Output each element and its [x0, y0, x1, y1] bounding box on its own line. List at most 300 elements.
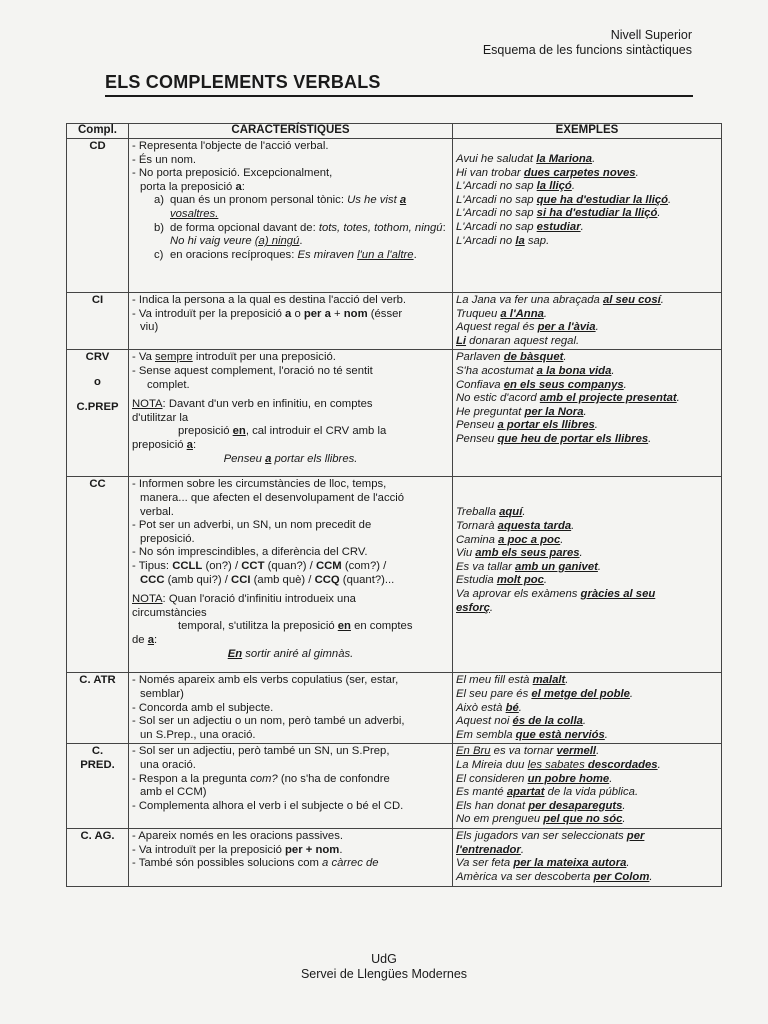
text-line: - Concorda amb el subjecte. — [132, 701, 274, 714]
text-span: . — [604, 728, 608, 741]
text-span: . — [489, 601, 494, 614]
characteristics-catr — [129, 673, 453, 744]
text-span: . — [611, 364, 615, 377]
text-span: Avui he saludat — [456, 153, 537, 165]
keyword: a — [285, 307, 292, 320]
text-span: : — [192, 438, 197, 451]
text-span: o — [291, 307, 304, 320]
text-span: L'Arcadi no sap — [456, 220, 537, 233]
highlight: la lliçó — [536, 180, 572, 193]
text-span: sortir aniré al gimnàs. — [242, 647, 354, 660]
example-line — [456, 786, 718, 800]
text-span: . — [649, 870, 653, 883]
highlight: un pobre home — [527, 772, 610, 785]
text-span: Els jugadors van ser seleccionats — [456, 829, 627, 842]
text-span: Això està — [456, 701, 506, 714]
text-span: preposició — [132, 438, 187, 451]
highlight: per la mateixa autora — [513, 857, 627, 870]
item-text — [170, 249, 449, 263]
highlight: vosaltres. — [170, 207, 219, 220]
highlight: a — [186, 438, 193, 451]
examples-ci — [453, 293, 722, 350]
example-line — [456, 335, 718, 349]
keyword: CCLL — [172, 559, 203, 572]
text-span: porta la preposició — [140, 180, 236, 193]
level-label: Nivell Superior — [610, 28, 692, 42]
text-line: un S.Prep., una oració. — [140, 728, 256, 741]
text-span: . — [660, 294, 664, 306]
text-span: (quan?) / — [264, 559, 316, 572]
header-subtitle: Esquema de les funcions sintàctiques — [482, 43, 692, 57]
highlight: a — [399, 194, 407, 207]
highlight: a poc a poc — [498, 533, 561, 546]
text-span: Es va tallar — [456, 560, 516, 573]
example-line — [456, 602, 718, 616]
text-line: una oració. — [140, 758, 196, 771]
text-line — [132, 425, 449, 439]
example-line — [456, 715, 718, 729]
highlight: a — [147, 633, 155, 646]
highlight: amb un ganivet — [515, 560, 598, 573]
text-line: - Sense aquest complement, l'oració no té sentit — [132, 364, 373, 377]
text-span: portar els llibres. — [271, 452, 358, 465]
text-line: - No porta preposició. Excepcionalment, — [132, 167, 333, 180]
table-row-crv — [67, 350, 722, 477]
text-span: , cal introduir el CRV amb la — [245, 425, 387, 438]
example-span: Us he vist — [347, 194, 400, 207]
highlight: per la Nora — [524, 405, 584, 418]
text-span: . — [597, 560, 602, 573]
text-span: - També són possibles solucions com — [132, 857, 323, 870]
text-span: Aquest regal és — [456, 321, 538, 334]
text-line — [132, 574, 449, 588]
highlight: esforç — [456, 601, 490, 614]
text-line: viu) — [140, 321, 159, 334]
text-span: . — [543, 574, 548, 587]
table-row-cpred — [67, 744, 722, 829]
column-header-compl: Compl. — [67, 124, 129, 139]
highlight: molt poc — [496, 574, 544, 587]
text-line: - Apareix només en les oracions passives. — [132, 829, 343, 842]
examples-crv — [453, 350, 722, 477]
text-span: - Va — [132, 351, 156, 364]
highlight: al seu cosí — [602, 294, 661, 306]
document-header — [483, 28, 692, 58]
highlight: a — [265, 452, 272, 465]
highlight: bé — [505, 701, 519, 714]
note-label: NOTA — [132, 593, 163, 606]
highlight: amb els seus pares — [475, 547, 580, 560]
text-span: . — [622, 799, 626, 812]
text-span: Es manté — [456, 786, 507, 799]
table-row-cd — [67, 139, 722, 293]
example-line — [456, 844, 718, 858]
example-span: com? — [250, 772, 278, 785]
example-line — [456, 180, 718, 194]
text-span: Viu — [456, 547, 476, 560]
text-span: No em prengueu — [456, 813, 544, 826]
keyword: per + nom — [285, 843, 340, 856]
text-span: L'Arcadi no sap — [456, 193, 537, 206]
example-line — [456, 419, 718, 433]
characteristics-crv — [129, 350, 453, 477]
text-span: de — [132, 633, 148, 646]
text-line: preposició. — [140, 532, 195, 545]
characteristics-ci — [129, 293, 453, 350]
text-line: - Sol ser un adjectiu o un nom, però també un adverbi, — [132, 715, 405, 728]
text-line — [132, 634, 449, 648]
example-line — [456, 194, 718, 208]
keyword: per a — [303, 307, 331, 320]
text-line: amb el CCM) — [140, 786, 207, 799]
highlight: per a l'àvia — [537, 321, 596, 334]
text-span: + — [330, 307, 344, 320]
text-span: . — [571, 519, 575, 532]
text-line: - No són imprescindibles, a diferència del CRV. — [132, 546, 368, 559]
example-line — [456, 351, 718, 365]
text-line — [132, 593, 449, 607]
keyword: CCC — [140, 573, 165, 586]
example-line — [456, 574, 718, 588]
text-line — [132, 857, 449, 871]
text-line — [132, 453, 449, 467]
highlight: el metge del poble — [531, 687, 630, 700]
example-line — [456, 365, 718, 379]
text-span: . — [623, 378, 627, 391]
highlight: l'un a l'altre — [357, 248, 414, 261]
text-span: Confiava — [456, 378, 504, 391]
highlight: és de la colla — [512, 715, 583, 728]
examples-cag — [453, 828, 722, 886]
text-span: . — [676, 392, 680, 405]
text-span: Penseu — [456, 419, 498, 432]
text-span: Truqueu — [456, 307, 501, 320]
highlight: gràcies al seu — [580, 587, 656, 600]
item-letter: a) — [154, 194, 165, 207]
footer-institution: UdG — [371, 952, 397, 966]
document-footer — [0, 952, 768, 982]
example-line — [456, 321, 718, 335]
text-span: . — [596, 745, 600, 758]
text-span: temporal, s'utilitza la preposició — [178, 620, 338, 633]
example-line — [456, 153, 718, 167]
text-span: No estic d'acord — [456, 392, 540, 405]
highlight: amb el projecte presentat — [539, 392, 677, 405]
example-line — [456, 547, 718, 561]
row-name-cpred — [67, 744, 129, 829]
text-span: S'ha acostumat — [456, 364, 537, 377]
text-span: Va aprovar els exàmens — [456, 587, 581, 600]
example-line — [456, 588, 718, 602]
text-span: . — [522, 506, 526, 519]
text-line — [132, 308, 449, 322]
example-line — [456, 830, 718, 844]
text-span: . — [583, 405, 587, 418]
example-line — [456, 729, 718, 743]
text-span: (ésser — [367, 307, 403, 320]
text-span: . — [595, 321, 599, 334]
text-span: : Davant d'un verb en infinitiu, en comptes — [162, 398, 373, 411]
highlight: apartat — [506, 786, 545, 799]
highlight: en — [337, 620, 351, 633]
text-span: . — [657, 758, 661, 771]
row-name-line: o — [94, 375, 101, 388]
example-line — [456, 871, 718, 885]
text-span: . — [520, 843, 524, 856]
text-span: . — [580, 220, 584, 233]
text-span: . — [592, 153, 596, 165]
text-span: Tornarà — [456, 519, 498, 532]
highlight: la Mariona — [536, 153, 593, 165]
example-line — [456, 392, 718, 406]
text-span: (no s'ha de confondre — [277, 772, 390, 785]
highlight: si ha d'estudiar la lliçó — [536, 207, 658, 220]
table-row-catr — [67, 673, 722, 744]
text-line — [132, 648, 449, 662]
example-line — [456, 857, 718, 871]
text-line: manera... que afecten el desenvolupament de l'acció — [140, 491, 405, 504]
spacer — [456, 140, 718, 153]
text-span: es va tornar — [490, 745, 557, 758]
text-span: Penseu — [223, 452, 266, 465]
examples-catr — [453, 673, 722, 744]
text-span: . — [635, 166, 639, 179]
highlight: En Bru — [456, 745, 491, 758]
text-span: . — [518, 701, 522, 714]
text-span: Penseu — [456, 432, 498, 445]
table-row-ci — [67, 293, 722, 350]
example-line — [456, 167, 718, 181]
keyword: CCT — [241, 559, 265, 572]
text-line: - Pot ser un adverbi, un SN, un nom precedit de — [132, 519, 372, 532]
item-text — [170, 222, 449, 249]
row-name-catr: C. ATR — [67, 673, 129, 744]
complements-table — [66, 123, 722, 887]
example-span: No hi vaig veure — [170, 235, 255, 248]
spacer — [456, 478, 718, 506]
text-span: . — [594, 419, 598, 432]
text-line: - Informen sobre les circumstàncies de lloc, temps, — [132, 478, 387, 491]
example-line — [456, 433, 718, 447]
row-name-cd: CD — [67, 139, 129, 293]
examples-cd — [453, 139, 722, 293]
text-span: : Quan l'oració d'infinitiu introdueix una — [162, 593, 356, 606]
text-span: : — [241, 180, 245, 193]
table-header-row — [67, 124, 722, 139]
text-line — [132, 560, 449, 574]
text-span: L'Arcadi no sap — [456, 180, 537, 193]
example-line — [456, 688, 718, 702]
text-span: Estudia — [456, 574, 497, 587]
examples-cc — [453, 477, 722, 673]
text-span: Aquest noi — [456, 715, 513, 728]
text-span: Va ser feta — [456, 857, 514, 870]
text-span: (com?) / — [341, 559, 387, 572]
text-line — [132, 844, 449, 858]
text-line: complet. — [147, 378, 190, 391]
table-row-cc — [67, 477, 722, 673]
highlight: vermell — [556, 745, 597, 758]
highlight: en els seus companys — [503, 378, 624, 391]
highlight: les sabates — [527, 758, 588, 771]
example-line — [456, 745, 718, 759]
characteristics-cc — [129, 477, 453, 673]
text-span: Els han donat — [456, 799, 529, 812]
example-line — [456, 308, 718, 322]
text-span: Amèrica va ser descoberta — [456, 870, 594, 883]
highlight: a l'Anna — [500, 307, 544, 320]
column-header-caracteristiques: CARACTERÍSTIQUES — [129, 124, 453, 139]
text-span: . — [565, 674, 569, 687]
highlight: malalt — [532, 674, 566, 687]
text-span: - Respon a la pregunta — [132, 772, 251, 785]
highlight: a portar els llibres — [497, 419, 595, 432]
highlight: la — [515, 234, 525, 247]
text-line: - Complementa alhora el verb i el subjecte o bé el CD. — [132, 799, 404, 812]
highlight: En — [227, 647, 243, 660]
example-line — [456, 534, 718, 548]
text-span: . — [560, 533, 564, 546]
footer-department: Servei de Llengües Modernes — [300, 967, 468, 981]
example-line — [456, 800, 718, 814]
text-span: quan és un pronom personal tònic: — [170, 194, 348, 207]
text-span: . — [629, 687, 634, 700]
keyword: CCI — [231, 573, 251, 586]
highlight: (a) ningú — [254, 235, 300, 248]
keyword: nom — [343, 307, 368, 320]
text-span: donaran aquest regal. — [466, 334, 580, 347]
keyword: a — [235, 180, 242, 193]
text-span: La Mireia duu — [456, 758, 528, 771]
characteristics-cpred — [129, 744, 453, 829]
highlight: Li — [456, 334, 467, 347]
highlight: per Colom — [593, 870, 650, 883]
text-span: . — [648, 432, 652, 445]
text-span: preposició — [178, 425, 233, 438]
text-span: . — [339, 843, 343, 856]
text-line: - Només apareix amb els verbs copulatius (ser, estar, — [132, 674, 399, 687]
text-line: - Sol ser un adjectiu, però també un SN, un S.Prep, — [132, 745, 390, 758]
highlight: que està nerviós — [515, 728, 605, 741]
text-span: Em sembla — [456, 728, 516, 741]
example-line — [456, 702, 718, 716]
text-span: El meu fill està — [456, 674, 533, 687]
text-span: L'Arcadi no — [456, 234, 516, 247]
text-span: . — [668, 193, 672, 206]
text-line: - És un nom. — [132, 153, 197, 166]
text-span: . — [657, 207, 661, 220]
text-span: . — [582, 715, 587, 728]
text-span: sap. — [524, 234, 550, 247]
example-line — [456, 207, 718, 221]
row-name-ci: CI — [67, 293, 129, 350]
text-span: . — [626, 857, 630, 870]
example-line — [456, 759, 718, 773]
text-span: : — [442, 221, 446, 234]
example-line — [456, 406, 718, 420]
text-span: en comptes — [350, 620, 413, 633]
text-span: - Tipus: — [132, 559, 173, 572]
text-line — [132, 773, 449, 787]
example-line — [456, 235, 718, 249]
highlight: per desapareguts — [528, 799, 623, 812]
text-span: (quant?)... — [339, 573, 395, 586]
characteristics-cd — [129, 139, 453, 293]
example-span: Es miraven — [297, 248, 358, 261]
highlight: dues carpetes noves — [523, 166, 636, 179]
row-name-cag: C. AG. — [67, 828, 129, 886]
highlight: l'entrenador — [456, 843, 521, 856]
text-span: . — [299, 235, 303, 248]
sub-item-b — [132, 222, 449, 249]
sub-item-a — [132, 194, 449, 221]
row-name-line: PRED. — [80, 758, 115, 771]
text-span: El seu pare és — [456, 687, 532, 700]
text-span: . — [622, 813, 626, 826]
text-span: - Va introduït per la preposició — [132, 307, 286, 320]
text-span: El consideren — [456, 772, 528, 785]
page-title: ELS COMPLEMENTS VERBALS — [105, 72, 693, 97]
text-span: (amb què) / — [250, 573, 315, 586]
row-name-cc: CC — [67, 477, 129, 673]
highlight: pel que no sóc — [543, 813, 623, 826]
note-label: NOTA — [132, 398, 163, 411]
highlight: aquí — [499, 506, 523, 519]
item-letter: b) — [154, 221, 165, 234]
example-line — [456, 773, 718, 787]
text-line — [132, 351, 449, 365]
example-span: tots, totes, tothom, ningú — [318, 221, 443, 234]
example-line — [456, 294, 718, 308]
highlight: aquesta tarda — [497, 519, 572, 532]
text-line — [132, 181, 449, 195]
text-line — [132, 398, 449, 412]
text-span: La Jana va fer una abraçada — [456, 294, 603, 306]
text-span: . — [413, 248, 417, 261]
sub-item-c — [132, 249, 449, 263]
highlight: que heu de portar els llibres — [497, 432, 649, 445]
highlight: estudiar — [536, 220, 581, 233]
text-span: Camina — [456, 533, 499, 546]
text-span: : — [154, 633, 158, 646]
example-line — [456, 520, 718, 534]
example-line — [456, 813, 718, 827]
example-line — [456, 674, 718, 688]
text-span: He preguntat — [456, 405, 525, 418]
text-span: de forma opcional davant de: — [170, 221, 319, 234]
text-span: . — [563, 351, 567, 364]
example-line — [456, 561, 718, 575]
text-line: - Representa l'objecte de l'acció verbal. — [132, 140, 329, 152]
text-span: Parlaven — [456, 351, 504, 364]
highlight: a la bona vida — [536, 364, 612, 377]
text-span: (amb qui?) / — [164, 573, 232, 586]
highlight: per — [626, 829, 645, 842]
characteristics-cag — [129, 828, 453, 886]
highlight: sempre — [155, 351, 193, 364]
text-line: - Indica la persona a la qual es destina l'acció del verb. — [132, 294, 407, 306]
text-span: Hi van trobar — [456, 166, 524, 179]
highlight: descordades — [587, 758, 658, 771]
row-name-line: C.PREP — [76, 400, 119, 413]
keyword: CCM — [315, 559, 342, 572]
text-line — [132, 620, 449, 634]
item-letter: c) — [154, 248, 164, 261]
text-span: Treballa — [456, 506, 500, 519]
highlight: que ha d'estudiar la lliçó — [536, 193, 669, 206]
text-line — [132, 439, 449, 453]
text-span: (on?) / — [202, 559, 242, 572]
